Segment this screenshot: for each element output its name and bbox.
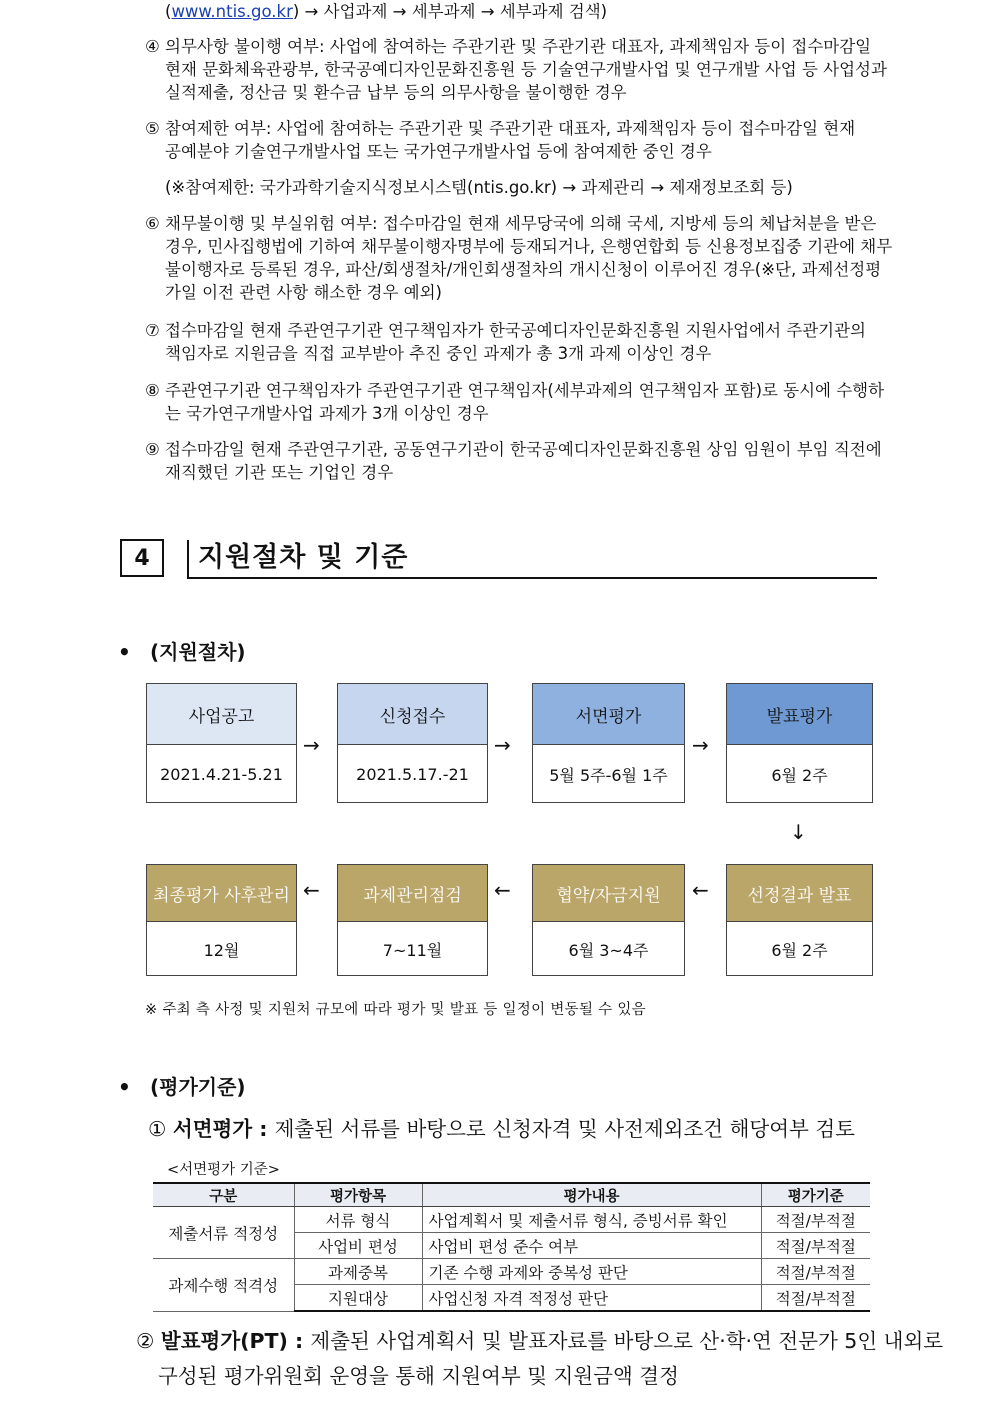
arrow-left-icon: ← (494, 878, 511, 902)
step-selection-announcement (726, 864, 873, 976)
item-6-line-3: 불이행자로 등록된 경우, 파산/회생절차/개인회생절차의 개시신청이 이루어진 경우(※단, 과제선정평 (165, 260, 882, 279)
step-application (337, 683, 488, 803)
table-header-row (153, 1183, 870, 1207)
header-item: 평가항목 (294, 1183, 422, 1207)
evaluation-heading: (평가기준) (150, 1075, 246, 1099)
step-label: 과제관리점검 (338, 865, 487, 922)
arrow-down-icon: ↓ (790, 820, 807, 844)
step-document-review (532, 683, 685, 803)
header-criterion: 평가기준 (761, 1183, 870, 1207)
content-cell: 사업신청 자격 적정성 판단 (422, 1285, 761, 1312)
step-period: 2021.5.17.-21 (356, 764, 469, 784)
item-4-line-1: ④ 의무사항 불이행 여부: 사업에 참여하는 주관기관 및 주관기관 대표자, 과제책임자 등이 접수마감일 (145, 37, 872, 56)
document-review-name: 서면평가 (172, 1117, 253, 1141)
step-agreement-funding (532, 864, 685, 976)
step-presentation (726, 683, 873, 803)
table-row (153, 1207, 870, 1233)
schedule-note: ※ 주최 측 사정 및 지원처 규모에 따라 평가 및 발표 등 일정이 변동될 수 있음 (145, 1002, 646, 1018)
header-content: 평가내용 (422, 1183, 761, 1207)
section-number: 4 (120, 539, 164, 577)
step-final-evaluation (146, 864, 297, 976)
presentation-eval-line-2: 구성된 평가위원회 운영을 통해 지원여부 및 지원금액 결정 (158, 1364, 679, 1388)
ntis-path-line: (www.ntis.go.kr) → 사업과제 → 세부과제 → 세부과제 검색) (165, 2, 608, 21)
table-row (153, 1259, 870, 1285)
section-underline (187, 577, 877, 579)
criterion-cell: 적절/부적절 (761, 1233, 870, 1259)
table-caption: <서면평가 기준> (167, 1162, 280, 1178)
step-period: 2021.4.21-5.21 (160, 764, 283, 784)
bullet: • (118, 1075, 131, 1099)
step-period: 6월 2주 (771, 940, 828, 960)
participation-note: (※참여제한: 국가과학기술지식정보시스템(ntis.go.kr) → 과제관리 → 제재정보조회 등) (165, 178, 793, 197)
presentation-eval-line-1: ② 발표평가(PT) : 제출된 사업계획서 및 발표자료를 바탕으로 산·학·연 전문가 5인 내외로 (136, 1329, 944, 1353)
category-cell: 과제수행 적격성 (153, 1259, 294, 1312)
item-7-line-2: 책임자로 지원금을 직접 교부받아 추진 중인 과제가 총 3개 과제 이상인 경우 (165, 344, 712, 363)
arrow-left-icon: ← (303, 878, 320, 902)
arrow-left-icon: ← (692, 878, 709, 902)
arrow-right-icon: → (494, 733, 511, 757)
content-cell: 사업비 편성 준수 여부 (422, 1233, 761, 1259)
item-cell: 사업비 편성 (294, 1233, 422, 1259)
step-label: 발표평가 (727, 684, 872, 745)
item-6-line-2: 경우, 민사집행법에 기하여 채무불이행자명부에 등재되거나, 은행연합회 등 신용정보집중 기관에 채무 (165, 237, 893, 256)
section-divider (187, 540, 189, 578)
document-review-line: ① 서면평가 : 제출된 서류를 바탕으로 신청자격 및 사전제외조건 해당여부 검토 (148, 1117, 855, 1141)
item-6-line-1: ⑥ 채무불이행 및 부실위험 여부: 접수마감일 현재 세무당국에 의해 국세, 지방세 등의 체납처분을 받은 (145, 214, 877, 233)
item-7-line-1: ⑦ 접수마감일 현재 주관연구기관 연구책임자가 한국공예디자인문화진흥원 지원사업에서 주관기관의 (145, 321, 866, 340)
section-title: 지원절차 및 기준 (198, 542, 409, 573)
criterion-cell: 적절/부적절 (761, 1259, 870, 1285)
item-4-line-3: 실적제출, 정산금 및 환수금 납부 등의 의무사항을 불이행한 경우 (165, 83, 627, 102)
procedure-heading: (지원절차) (150, 640, 246, 664)
step-label: 최종평가 사후관리 (147, 865, 296, 922)
item-cell: 서류 형식 (294, 1207, 422, 1233)
category-cell: 제출서류 적정성 (153, 1207, 294, 1259)
step-label: 선정결과 발표 (727, 865, 872, 922)
item-5-line-2: 공예분야 기술연구개발사업 또는 국가연구개발사업 등에 참여제한 중인 경우 (165, 142, 712, 161)
step-label: 신청접수 (338, 684, 487, 745)
ntis-link[interactable]: www.ntis.go.kr (171, 2, 293, 21)
step-period: 7~11월 (382, 940, 443, 960)
step-period: 6월 3~4주 (568, 940, 649, 960)
arrow-right-icon: → (692, 733, 709, 757)
item-4-line-2: 현재 문화체육관광부, 한국공예디자인문화진흥원 등 기술연구개발사업 및 연구개발 사업 등 사업성과 (165, 60, 887, 79)
document-review-criteria-table (153, 1182, 870, 1312)
content-cell: 사업계획서 및 제출서류 형식, 증빙서류 확인 (422, 1207, 761, 1233)
step-project-inspection (337, 864, 488, 976)
step-label: 협약/자금지원 (533, 865, 684, 922)
item-cell: 지원대상 (294, 1285, 422, 1312)
step-period: 5월 5주-6월 1주 (549, 765, 668, 785)
item-cell: 과제중복 (294, 1259, 422, 1285)
criterion-cell: 적절/부적절 (761, 1207, 870, 1233)
presentation-eval-name: 발표평가(PT) (160, 1329, 288, 1353)
arrow-right-icon: → (303, 733, 320, 757)
content-cell: 기존 수행 과제와 중복성 판단 (422, 1259, 761, 1285)
step-announcement (146, 683, 297, 803)
step-label: 사업공고 (147, 684, 296, 745)
bullet: • (118, 640, 131, 664)
step-period: 6월 2주 (771, 765, 828, 785)
item-8-line-1: ⑧ 주관연구기관 연구책임자가 주관연구기관 연구책임자(세부과제의 연구책임자 포함)로 동시에 수행하 (145, 381, 885, 400)
item-9-line-1: ⑨ 접수마감일 현재 주관연구기관, 공동연구기관이 한국공예디자인문화진흥원 상임 임원이 부임 직전에 (145, 440, 882, 459)
item-8-line-2: 는 국가연구개발사업 과제가 3개 이상인 경우 (165, 404, 489, 423)
item-6-line-4: 가일 이전 관련 사항 해소한 경우 예외) (165, 283, 442, 302)
step-period: 12월 (203, 940, 240, 960)
header-category: 구분 (153, 1183, 294, 1207)
criterion-cell: 적절/부적절 (761, 1285, 870, 1312)
step-label: 서면평가 (533, 684, 684, 745)
item-9-line-2: 재직했던 기관 또는 기업인 경우 (165, 463, 394, 482)
item-5-line-1: ⑤ 참여제한 여부: 사업에 참여하는 주관기관 및 주관기관 대표자, 과제책임자 등이 접수마감일 현재 (145, 119, 856, 138)
